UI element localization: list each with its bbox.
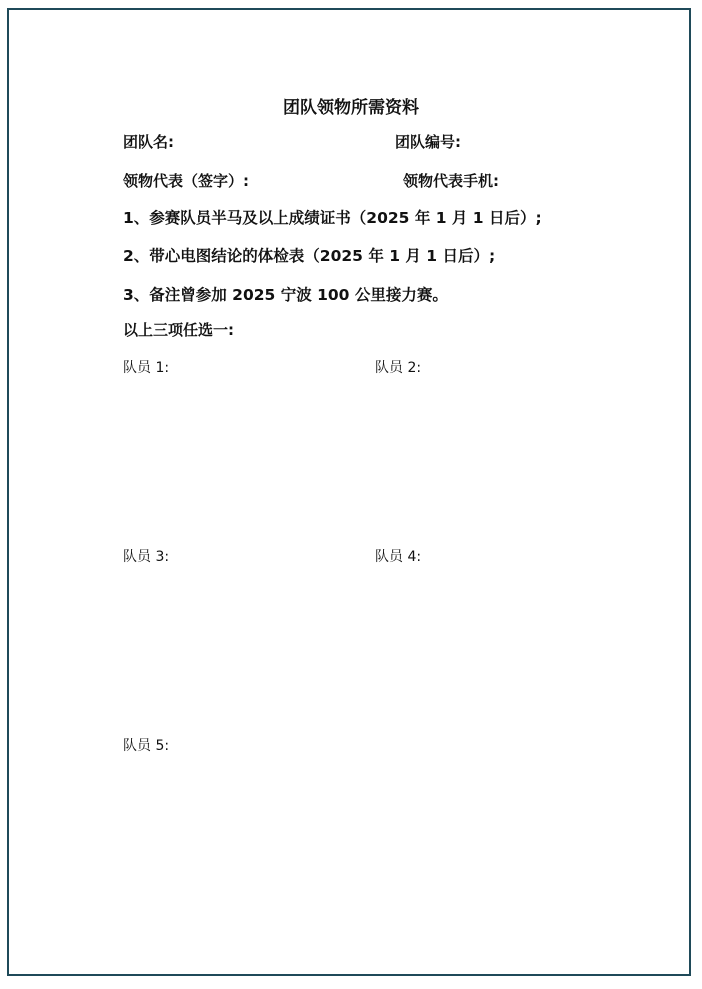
requirement-item-3: 3、备注曾参加 2025 宁波 100 公里接力赛。 (123, 286, 448, 304)
requirement-item-2: 2、带心电图结论的体检表（2025 年 1 月 1 日后）; (123, 247, 496, 265)
page-border (7, 8, 691, 976)
team-name-label: 团队名: (123, 133, 174, 151)
member-3-label: 队员 3: (123, 549, 170, 565)
member-5-label: 队员 5: (123, 738, 170, 754)
member-4-label: 队员 4: (375, 549, 422, 565)
requirement-item-1: 1、参赛队员半马及以上成绩证书（2025 年 1 月 1 日后）; (123, 209, 542, 227)
document-title: 团队领物所需资料 (283, 98, 419, 118)
member-2-label: 队员 2: (375, 360, 422, 376)
member-1-label: 队员 1: (123, 360, 170, 376)
representative-signature-label: 领物代表（签字）: (123, 172, 249, 190)
representative-phone-label: 领物代表手机: (403, 172, 499, 190)
team-number-label: 团队编号: (395, 133, 461, 151)
choose-one-note: 以上三项任选一: (123, 321, 234, 339)
